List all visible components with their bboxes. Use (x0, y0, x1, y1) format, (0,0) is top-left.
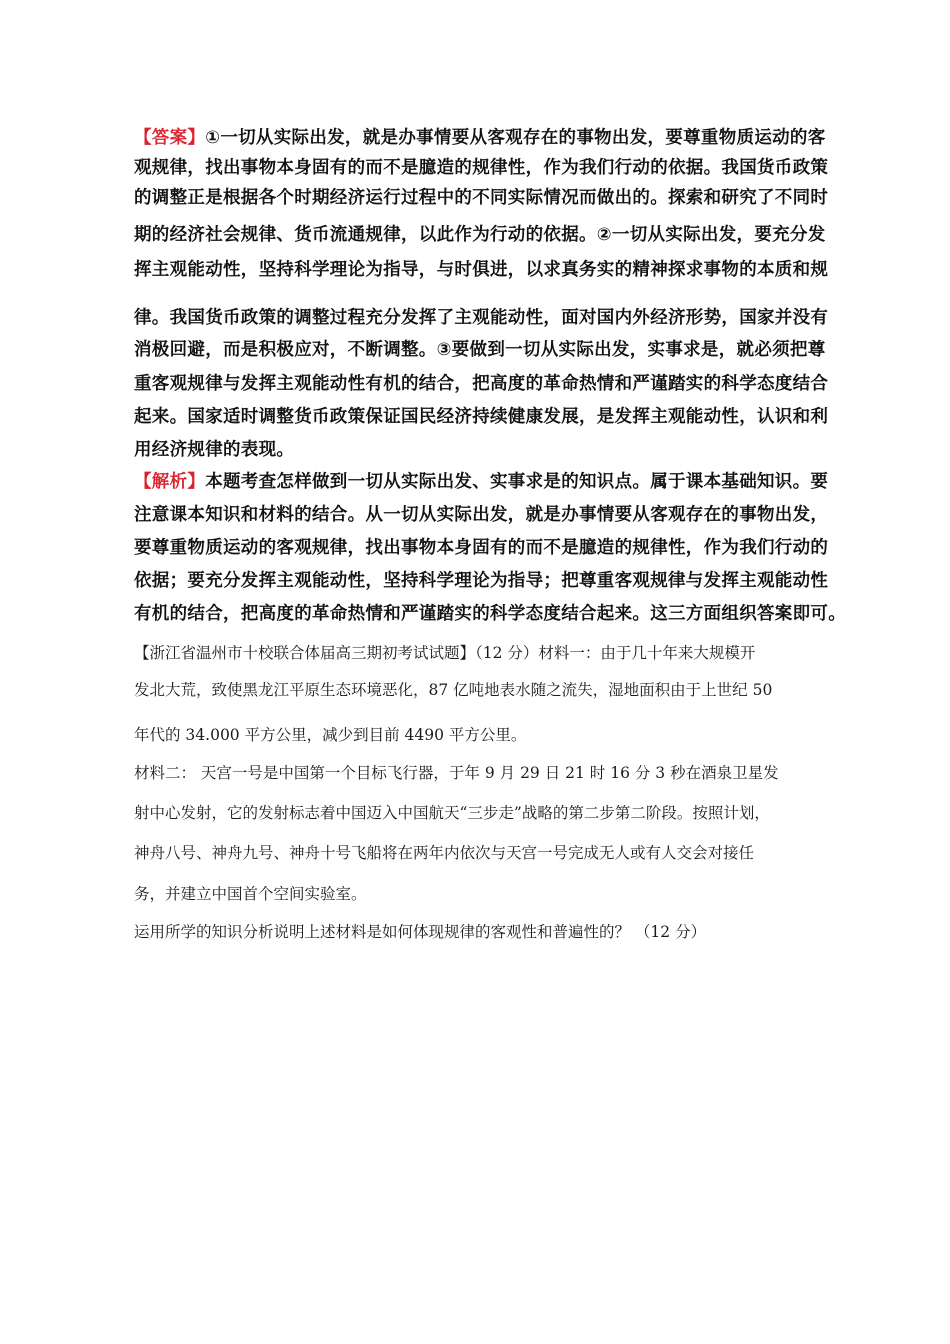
answer-line-7: 消极回避，而是积极应对，不断调整。③要做到一切从实际出发，实事求是，就必须把尊 (134, 340, 826, 360)
answer-tag: 【答案】 (134, 128, 206, 148)
question-line-2: 发北大荒，致使黑龙江平原生态环境恶化，87 亿吨地表水随之流失，湿地面积由于上世纪 50 (134, 681, 773, 699)
answer-section (134, 124, 829, 464)
question-line-1: 【浙江省温州市十校联合体届高三期初考试试题】（12 分）材料一：由于几十年来大规模开 (134, 644, 756, 662)
question-line-3: 年代的 34.000 平方公里，减少到目前 4490 平方公里。 (134, 726, 527, 744)
analysis-line-5: 有机的结合，把高度的革命热情和严谨踏实的科学态度结合起来。这三方面组织答案即可。 (134, 604, 846, 624)
material-two-line-2: 射中心发射，它的发射标志着中国迈入中国航天“三步走”战略的第二步第二阶段。按照计划， (134, 804, 770, 822)
material-two-line-4: 务，并建立中国首个空间实验室。 (134, 885, 367, 903)
answer-line-9: 起来。国家适时调整货币政策保证国民经济持续健康发展，是发挥主观能动性，认识和利 (134, 407, 829, 427)
answer-line-3: 的调整正是根据各个时期经济运行过程中的不同实际情况而做出的。探索和研究了不同时 (134, 188, 829, 208)
material-two-line-3: 神舟八号、神舟九号、神舟十号飞船将在两年内依次与天宫一号完成无人或有人交会对接任 (134, 844, 755, 862)
analysis-line-1: 【解析】本题考查怎样做到一切从实际出发、实事求是的知识点。属于课本基础知识。要 (134, 472, 829, 492)
question-section (134, 641, 824, 941)
analysis-section (134, 468, 846, 628)
material-two-line-1: 材料二： 天宫一号是中国第一个目标飞行器，于年 9 月 29 日 21 时 16 分 3 秒在酒泉卫星发 (134, 764, 779, 782)
analysis-line-2: 注意课本知识和材料的结合。从一切从实际出发，就是办事情要从客观存在的事物出发， (134, 505, 829, 525)
answer-line-2: 观规律，找出事物本身固有的而不是臆造的规律性，作为我们行动的依据。我国货币政策 (134, 158, 829, 178)
analysis-line-4: 依据；要充分发挥主观能动性，坚持科学理论为指导；把尊重客观规律与发挥主观能动性 (134, 571, 829, 591)
answer-line-4: 期的经济社会规律、货币流通规律，以此作为行动的依据。②一切从实际出发，要充分发 (134, 225, 826, 245)
answer-line-6: 律。我国货币政策的调整过程充分发挥了主观能动性，面对国内外经济形势，国家并没有 (134, 308, 829, 328)
answer-line-5: 挥主观能动性，坚持科学理论为指导，与时俱进，以求真务实的精神探求事物的本质和规 (134, 260, 829, 280)
answer-line-8: 重客观规律与发挥主观能动性有机的结合，把高度的革命热情和严谨踏实的科学态度结合 (134, 374, 829, 394)
answer-line-10: 用经济规律的表现。 (134, 440, 295, 460)
answer-line-1: 【答案】①一切从实际出发，就是办事情要从客观存在的事物出发，要尊重物质运动的客 (134, 128, 826, 148)
question-prompt: 运用所学的知识分析说明上述材料是如何体现规律的客观性和普遍性的？ （12 分） (134, 923, 707, 941)
analysis-tag: 【解析】 (134, 472, 206, 492)
analysis-line-3: 要尊重物质运动的客观规律，找出事物本身固有的而不是臆造的规律性，作为我们行动的 (134, 538, 829, 558)
